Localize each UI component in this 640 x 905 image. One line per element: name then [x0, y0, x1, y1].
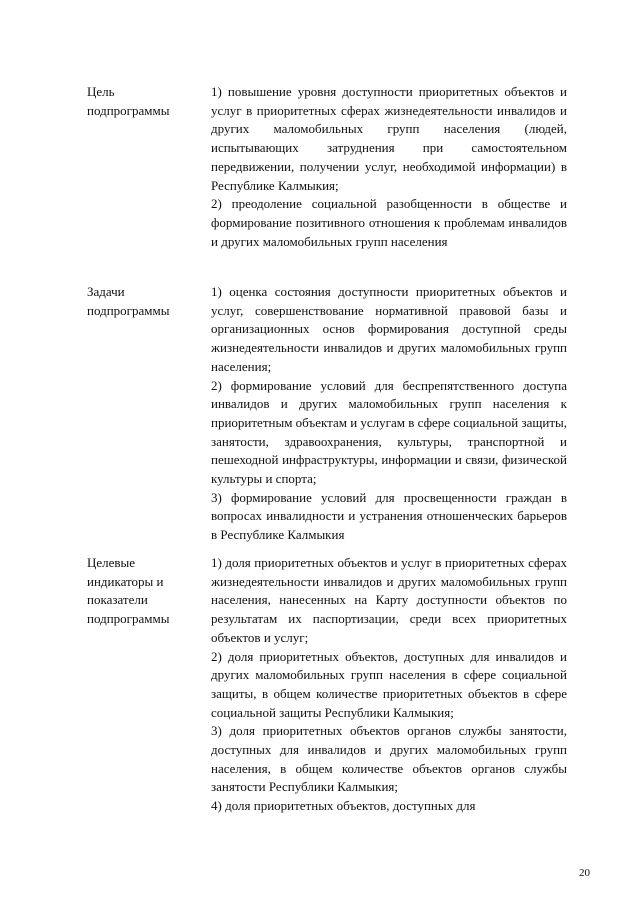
label-line: показатели: [87, 592, 148, 608]
section-content: [211, 83, 567, 251]
section-content: [211, 283, 567, 545]
list-item: 2) формирование условий для беспрепятственного доступа инвалидов и других маломобильных групп населения к приоритетным объектам и услугам в сфере социальной защиты, занятости, здравоохранения, культуры, транспортной и пешеходной инфраструктуры, информации и связи, физической культуры и спорта;: [211, 377, 567, 487]
label-line: подпрограммы: [87, 302, 170, 318]
label-line: Целевые: [87, 555, 136, 570]
list-item: 1) повышение уровня доступности приоритетных объектов и услуг в приоритетных сферах жизнедеятельности инвалидов и других маломобильных групп населения (людей, испытывающих затруднения при самостоятельном передвижении, получении услуг, необходимой информации) в Республике Калмыкия;: [211, 84, 567, 193]
list-item: 1) доля приоритетных объектов и услуг в приоритетных сферах жизнедеятельности инвалидов и других маломобильных групп населения, нанесенных на Карту доступности объектов по результатам их паспортизации, среди всех приоритетных объектов и услуг;: [211, 555, 567, 645]
list-item: 3) формирование условий для просвещенности граждан в вопросах инвалидности и устранения отношенческих барьеров в Республике Калмыкия: [211, 489, 567, 543]
label-line: подпрограммы: [87, 611, 170, 627]
list-item: 2) преодоление социальной разобщенности в обществе и формирование позитивного отношения к проблемам инвалидов и других маломобильных групп населения: [211, 196, 567, 249]
label-line: Цель: [87, 84, 115, 99]
section-label: [87, 554, 202, 629]
label-line: подпрограммы: [87, 102, 170, 118]
section-content: [211, 554, 567, 816]
list-item: 3) доля приоритетных объектов органов службы занятости, доступных для инвалидов и других маломобильных групп населения, в общем количестве объектов органов службы занятости Республики Калмыкия;: [211, 723, 567, 795]
section-label: [87, 83, 202, 120]
list-item: 2) доля приоритетных объектов, доступных для инвалидов и других маломобильных групп населения в сфере социальной защиты, в общем количестве приоритетных объектов в сфере социальной защиты Республики Калмыкия;: [211, 648, 567, 720]
section-label: [87, 283, 202, 320]
label-line: индикаторы и: [87, 573, 164, 589]
list-item: 1) оценка состояния доступности приоритетных объектов и услуг, совершенствование нормативной правовой базы и организационных основ формирования доступной среды жизнедеятельности инвалидов и других маломобильных групп населения;: [211, 284, 567, 374]
list-item: 4) доля приоритетных объектов, доступных для: [211, 798, 476, 814]
label-line: Задачи: [87, 284, 125, 299]
page-number: 20: [579, 867, 590, 879]
